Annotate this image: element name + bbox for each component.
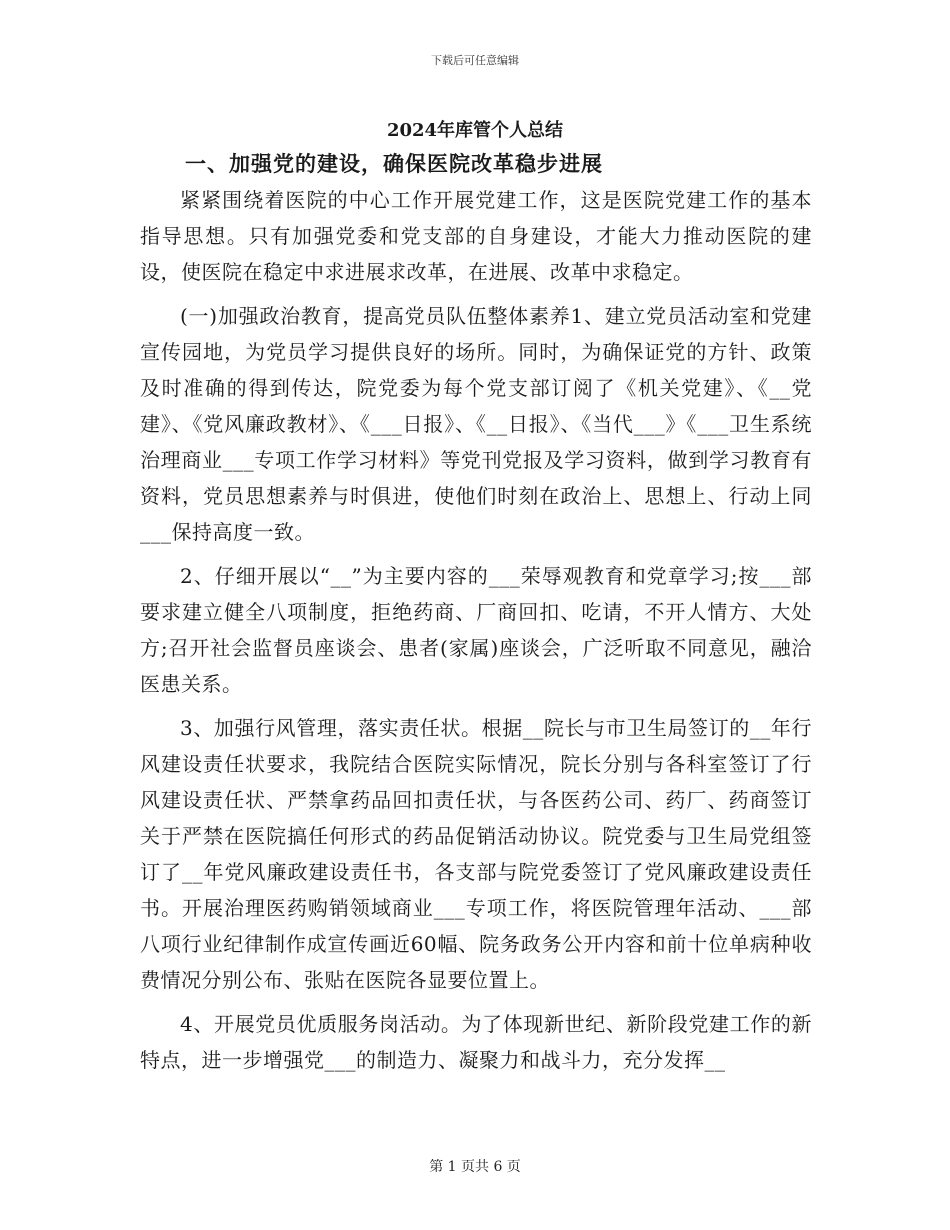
page-footer: 第 1 页共 6 页 <box>429 1159 521 1175</box>
paragraph-service-activity: 4、开展党员优质服务岗活动。为了体现新世纪、新阶段党建工作的新特点，进一步增强党___的制造力、凝聚力和战斗力，充分发挥__ <box>140 1012 812 1072</box>
header-note: 下载后可任意编辑 <box>431 54 519 67</box>
paragraph-honor-education: 2、仔细开展以“__”为主要内容的___荣辱观教育和党章学习;按___部要求建立健全八项制度，拒绝药商、厂商回扣、吃请，不开人情方、大处方;召开社会监督员座谈会、患者(家属)座谈会，广泛听取不同意见，融洽医患关系。 <box>140 564 812 696</box>
paragraph-intro: 紧紧围绕着医院的中心工作开展党建工作，这是医院党建工作的基本指导思想。只有加强党委和党支部的自身建设，才能大力推动医院的建设，使医院在稳定中求进展求改革，在进展、改革中求稳定。 <box>140 188 812 284</box>
paragraph-political-education: (一)加强政治教育，提高党员队伍整体素养1、建立党员活动室和党建宣传园地，为党员学习提供良好的场所。同时，为确保证党的方针、政策及时准确的得到传达，院党委为每个党支部订阅了《机关党建》、《__党建》、《党风廉政教材》、《___日报》、《__日报》、《当代___》《___卫生系统治理商业___专项工作学习材料》等党刊党报及学习资料，做到学习教育有资料，党员思想素养与时俱进，使他们时刻在政治上、思想上、行动上同___保持高度一致。 <box>140 304 812 544</box>
document-body <box>140 182 812 1086</box>
paragraph-conduct-management: 3、加强行风管理，落实责任状。根据__院长与市卫生局签订的__年行风建设责任状要求，我院结合医院实际情况，院长分别与各科室签订了行风建设责任状、严禁拿药品回扣责任状，与各医药公司、药厂、药商签订关于严禁在医院搞任何形式的药品促销活动协议。院党委与卫生局党组签订了__年党风廉政建设责任书，各支部与院党委签订了党风廉政建设责任书。开展治理医药购销领域商业___专项工作，将医院管理年活动、___部八项行业纪律制作成宣传画近60幅、院务政务公开内容和前十位单病种收费情况分别公布、张贴在医院各显要位置上。 <box>140 716 812 992</box>
section-heading: 一、加强党的建设，确保医院改革稳步进展 <box>185 151 603 176</box>
document-title: 2024年库管个人总结 <box>386 120 564 141</box>
